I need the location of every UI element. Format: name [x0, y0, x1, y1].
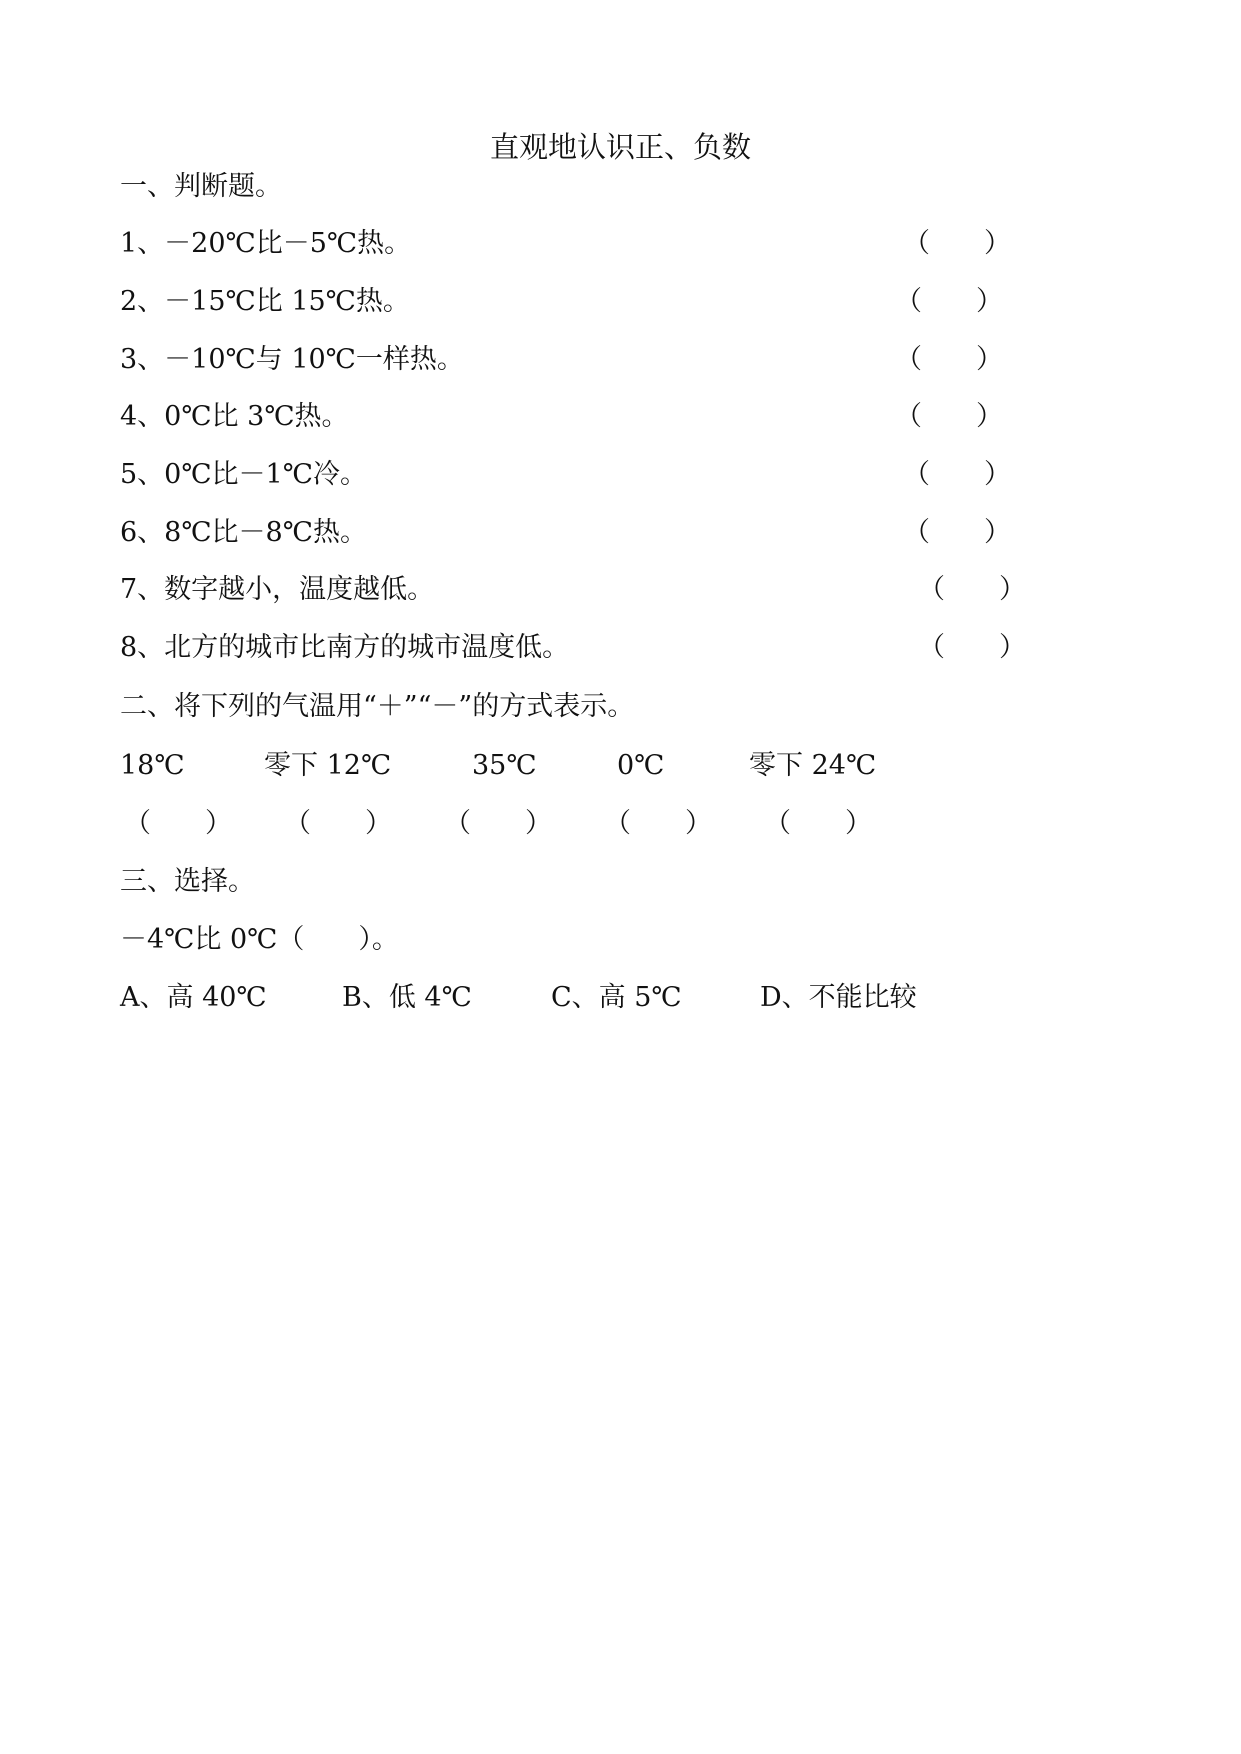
temperature-value: 18℃ [120, 750, 185, 781]
question-text: 4、0℃比 3℃热。 [120, 401, 349, 432]
choice-option-c[interactable]: C、高 5℃ [551, 982, 682, 1013]
section2-heading: 二、将下列的气温用“＋”“－”的方式表示。 [120, 691, 635, 722]
answer-blank[interactable]: （ ） [895, 401, 1003, 432]
answer-blank[interactable]: （ ） [903, 517, 1011, 548]
page-title: 直观地认识正、负数 [489, 130, 751, 164]
question-text: 3、－10℃与 10℃一样热。 [120, 344, 464, 375]
question-text: －4℃比 0℃（ ）。 [120, 924, 399, 955]
answer-blank[interactable]: （ ） [444, 808, 552, 839]
answer-blank[interactable]: （ ） [124, 808, 232, 839]
temperature-value: 零下 12℃ [264, 750, 392, 781]
temperature-value: 零下 24℃ [749, 750, 877, 781]
answer-blank[interactable]: （ ） [604, 808, 712, 839]
temperature-value: 35℃ [472, 750, 537, 781]
question-text: 8、北方的城市比南方的城市温度低。 [120, 632, 570, 663]
choice-option-b[interactable]: B、低 4℃ [342, 982, 472, 1013]
answer-blank[interactable]: （ ） [764, 808, 872, 839]
answer-blank[interactable]: （ ） [895, 286, 1003, 317]
section3-heading: 三、选择。 [120, 866, 255, 897]
answer-blank[interactable]: （ ） [284, 808, 392, 839]
question-text: 2、－15℃比 15℃热。 [120, 286, 410, 317]
question-text: 1、－20℃比－5℃热。 [120, 228, 412, 259]
section1-heading: 一、判断题。 [120, 171, 282, 202]
answer-blank[interactable]: （ ） [903, 459, 1011, 490]
answer-blank[interactable]: （ ） [903, 228, 1011, 259]
answer-blank[interactable]: （ ） [918, 632, 1026, 663]
question-text: 7、数字越小，温度越低。 [120, 574, 435, 605]
question-text: 6、8℃比－8℃热。 [120, 517, 367, 548]
question-text: 5、0℃比－1℃冷。 [120, 459, 367, 490]
temperature-value: 0℃ [617, 750, 665, 781]
answer-blank[interactable]: （ ） [918, 574, 1026, 605]
choice-option-a[interactable]: A、高 40℃ [120, 982, 267, 1013]
answer-blank[interactable]: （ ） [895, 344, 1003, 375]
choice-option-d[interactable]: D、不能比较 [760, 982, 917, 1013]
